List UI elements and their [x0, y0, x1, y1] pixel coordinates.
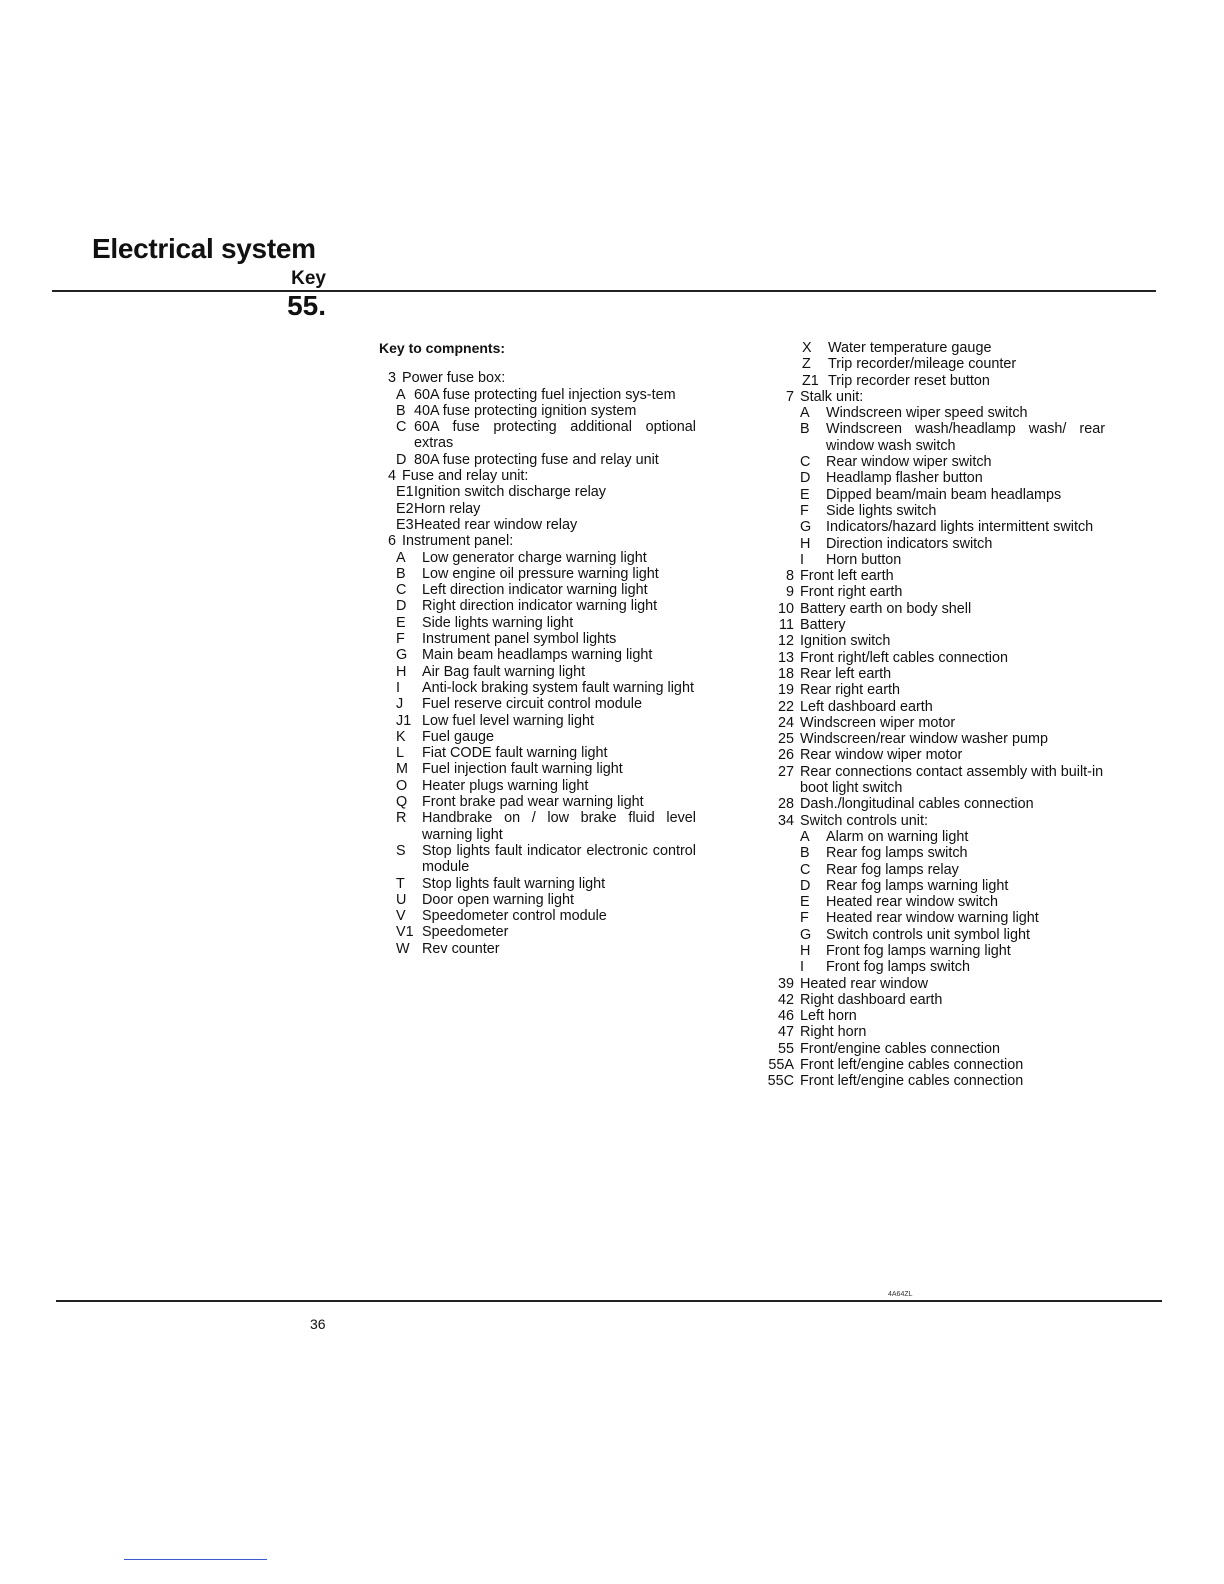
figure-number: 55. [287, 290, 326, 321]
entry-number: 55 [777, 1040, 794, 1057]
sub-entry [800, 421, 1105, 454]
entry-label: Dash./longitudinal cables connection [800, 796, 1034, 813]
sub-entry [800, 503, 1105, 519]
entry-number: 22 [777, 698, 794, 715]
entry-label: Stalk unit: [800, 388, 864, 405]
entry-number: 13 [777, 649, 794, 666]
sub-entry [800, 454, 1105, 470]
entry-number: 10 [777, 600, 794, 617]
sub-entry [396, 794, 696, 810]
sub-letter: X [802, 340, 812, 356]
key-entry [760, 747, 1105, 763]
entry-number: 6 [387, 533, 396, 550]
sub-letter: R [396, 810, 407, 827]
sub-letter: M [396, 761, 408, 778]
key-entry [376, 533, 696, 549]
sub-text: Water temperature gauge [828, 340, 992, 356]
entry-number: 55C [767, 1073, 794, 1090]
key-entry [760, 1073, 1105, 1089]
sub-letter: D [800, 470, 811, 487]
sub-entry [396, 745, 696, 761]
sub-entry [802, 373, 1105, 389]
right-content [760, 340, 1105, 1090]
sub-letter: H [800, 942, 811, 959]
key-entry [760, 1041, 1105, 1057]
entry-label: Front right earth [800, 584, 903, 601]
entry-number: 4 [387, 468, 396, 485]
sub-entry [800, 519, 1105, 535]
key-entry [760, 389, 1105, 405]
sub-text: Low engine oil pressure warning light [422, 565, 659, 582]
entry-number: 25 [777, 731, 794, 748]
sub-text: Instrument panel symbol lights [422, 631, 617, 648]
sub-entry [800, 894, 1105, 910]
sub-letter: E [800, 894, 810, 911]
sub-entry [800, 470, 1105, 486]
sub-entry [396, 892, 696, 908]
sub-letter: Q [396, 794, 408, 811]
sub-text: Rev counter [422, 940, 500, 957]
entry-label: Front left/engine cables connection [800, 1073, 1024, 1090]
sub-entry [800, 845, 1105, 861]
link-underline [124, 1559, 267, 1560]
sub-text: Ignition switch discharge relay [414, 484, 606, 501]
sub-letter: C [396, 582, 407, 599]
sub-text: Anti-lock braking system fault warning light [422, 679, 694, 696]
sub-entry [800, 862, 1105, 878]
sub-entry [800, 487, 1105, 503]
key-entry [760, 1057, 1105, 1073]
sub-letter: O [396, 777, 408, 794]
sub-letter: H [800, 535, 811, 552]
sub-letter: V1 [396, 924, 414, 941]
sub-letter: D [396, 451, 407, 468]
sub-letter: F [800, 502, 809, 519]
left-column [376, 340, 696, 957]
sub-text: Headlamp flasher button [826, 470, 983, 487]
sub-text: Main beam headlamps warning light [422, 647, 653, 664]
entry-number: 46 [777, 1008, 794, 1025]
sub-entry [396, 452, 696, 468]
key-entry [760, 1024, 1105, 1040]
sub-entry [396, 680, 696, 696]
sub-letter: B [396, 402, 406, 419]
key-entry [760, 731, 1105, 747]
sub-entry [396, 761, 696, 777]
sub-text: Side lights warning light [422, 614, 574, 631]
sub-text: Windscreen wash/headlamp wash/ rear window wash switch [826, 421, 1105, 454]
key-entry [760, 650, 1105, 666]
key-entry [760, 976, 1105, 992]
sub-letter: C [396, 419, 407, 436]
sub-entry [802, 356, 1105, 372]
sub-entry [396, 647, 696, 663]
sub-entry [802, 340, 1105, 356]
sub-letter: C [800, 861, 811, 878]
entry-label: Front left earth [800, 568, 894, 585]
sub-letter: E2 [396, 500, 414, 517]
sub-letter: E1 [396, 484, 414, 501]
sub-letter: E [800, 486, 810, 503]
sub-text: Handbrake on / low brake fluid level warning light [422, 810, 696, 843]
key-entry [760, 633, 1105, 649]
key-entry [376, 468, 696, 484]
key-entry [760, 699, 1105, 715]
right-column [760, 340, 1105, 1090]
sub-text: Speedometer control module [422, 908, 607, 925]
sub-letter: E [396, 614, 406, 631]
sub-letter: W [396, 940, 410, 957]
sub-letter: E3 [396, 516, 414, 533]
sub-text: Dipped beam/main beam headlamps [826, 486, 1062, 503]
sub-entry [800, 405, 1105, 421]
sub-letter: D [800, 877, 811, 894]
sub-entry [800, 943, 1105, 959]
sub-entry [800, 927, 1105, 943]
sub-letter: A [396, 549, 406, 566]
sub-text: 60A fuse protecting fuel injection sys-tem [414, 386, 676, 403]
sub-letter: I [396, 679, 400, 696]
entry-label: Front/engine cables connection [800, 1040, 1001, 1057]
sub-letter: B [396, 565, 406, 582]
entry-number: 8 [785, 568, 794, 585]
key-entry [760, 601, 1105, 617]
sub-entry [396, 924, 696, 940]
entry-label: Right horn [800, 1024, 867, 1041]
sub-letter: V [396, 908, 406, 925]
left-groups [376, 370, 696, 957]
sub-entry [396, 843, 696, 876]
sub-text: Heated rear window warning light [826, 910, 1039, 927]
sub-text: Fiat CODE fault warning light [422, 745, 608, 762]
sub-letter: B [800, 845, 810, 862]
sub-letter: U [396, 891, 407, 908]
entry-label: Rear window wiper motor [800, 747, 963, 764]
key-entry [760, 992, 1105, 1008]
sub-text: Windscreen wiper speed switch [826, 405, 1028, 422]
sub-entry [800, 536, 1105, 552]
bottom-rule [56, 1300, 1162, 1302]
entry-number: 26 [777, 747, 794, 764]
sub-text: Front fog lamps switch [826, 959, 970, 976]
page-number: 36 [310, 1316, 326, 1332]
sub-text: Stop lights fault indicator electronic control module [422, 842, 696, 876]
entry-number: 12 [777, 633, 794, 650]
sub-entry [396, 582, 696, 598]
sub-text: Right direction indicator warning light [422, 598, 658, 615]
section-subtitle: Key [291, 268, 326, 289]
entry-number: 11 [779, 617, 794, 634]
sub-entry [800, 829, 1105, 845]
entry-label: Switch controls unit: [800, 812, 928, 829]
entry-label: Rear left earth [800, 665, 892, 682]
sub-text: Door open warning light [422, 891, 574, 908]
sub-text: Fuel injection fault warning light [422, 761, 623, 778]
entry-label: Fuse and relay unit: [402, 468, 529, 485]
key-entry [760, 617, 1105, 633]
drawing-code: 4A64ZL [888, 1291, 913, 1298]
sub-letter: L [396, 745, 405, 762]
sub-text: Rear window wiper switch [826, 454, 992, 471]
key-entry [760, 796, 1105, 812]
entry-number: 24 [777, 714, 794, 731]
sub-letter: Z1 [802, 372, 819, 389]
sub-entry [396, 908, 696, 924]
sub-entry [396, 484, 696, 500]
sub-entry [396, 729, 696, 745]
sub-entry [396, 941, 696, 957]
sub-entry [396, 664, 696, 680]
sub-text: Rear fog lamps switch [826, 845, 968, 862]
key-entry [760, 764, 1105, 797]
sub-text: Trip recorder reset button [828, 372, 990, 389]
entry-number: 19 [777, 682, 794, 699]
sub-letter: F [396, 631, 405, 648]
sub-text: Front fog lamps warning light [826, 942, 1011, 959]
sub-entry [396, 696, 696, 712]
sub-text: Heated rear window switch [826, 894, 998, 911]
entry-number: 18 [777, 665, 794, 682]
sub-text: Speedometer [422, 924, 509, 941]
sub-text: Heated rear window relay [414, 516, 578, 533]
entry-number: 55A [768, 1057, 794, 1074]
key-entry [760, 584, 1105, 600]
sub-letter: S [396, 842, 406, 859]
sub-text: 60A fuse protecting additional optional extras [414, 419, 696, 452]
entry-number: 9 [785, 584, 794, 601]
sub-entry [800, 878, 1105, 894]
entry-number: 27 [777, 763, 794, 780]
entry-label: Left dashboard earth [800, 698, 933, 715]
sub-entry [396, 501, 696, 517]
key-entry [760, 568, 1105, 584]
sub-entry [396, 876, 696, 892]
key-heading: Key to compnents: [379, 340, 506, 356]
sub-entry [396, 615, 696, 631]
sub-text: Low generator charge warning light [422, 549, 647, 566]
sub-entry [396, 403, 696, 419]
sub-letter: D [396, 598, 407, 615]
sub-entry [396, 419, 696, 452]
sub-letter: Z [802, 356, 811, 373]
sub-letter: H [396, 663, 407, 680]
entry-label: Left horn [800, 1008, 857, 1025]
top-rule [52, 290, 1156, 292]
sub-text: Front brake pad wear warning light [422, 794, 644, 811]
entry-label: Ignition switch [800, 633, 891, 650]
sub-letter: A [800, 828, 810, 845]
page-title: Electrical system [92, 233, 316, 264]
key-entry [376, 370, 696, 386]
entry-label: Heated rear window [800, 975, 928, 992]
sub-text: Trip recorder/mileage counter [828, 356, 1017, 373]
sub-text: Left direction indicator warning light [422, 582, 648, 599]
entry-label: Windscreen wiper motor [800, 714, 956, 731]
key-entry [760, 682, 1105, 698]
sub-text: Low fuel level warning light [422, 712, 594, 729]
sub-text: Side lights switch [826, 502, 937, 519]
entry-number: 3 [387, 370, 396, 387]
entry-label: Rear right earth [800, 682, 900, 699]
sub-letter: K [396, 728, 406, 745]
sub-text: Horn relay [414, 500, 481, 517]
sub-text: 40A fuse protecting ignition system [414, 402, 637, 419]
sub-letter: I [800, 551, 804, 568]
entry-label: Rear connections contact assembly with built-in boot light switch [800, 763, 1104, 797]
sub-text: Direction indicators switch [826, 535, 993, 552]
key-entry [760, 666, 1105, 682]
sub-entry [800, 959, 1105, 975]
entry-number: 42 [777, 991, 794, 1008]
entry-label: Right dashboard earth [800, 991, 943, 1008]
sub-text: Rear fog lamps relay [826, 861, 959, 878]
sub-entry [396, 387, 696, 403]
sub-letter: A [800, 405, 810, 422]
sub-entry [800, 552, 1105, 568]
entry-label: Instrument panel: [402, 533, 514, 550]
entry-label: Windscreen/rear window washer pump [800, 731, 1048, 748]
entry-number: 39 [777, 975, 794, 992]
sub-letter: J1 [396, 712, 412, 729]
sub-letter: T [396, 875, 405, 892]
key-entry [760, 1008, 1105, 1024]
sub-text: Rear fog lamps warning light [826, 877, 1009, 894]
sub-letter: G [396, 647, 408, 664]
sub-letter: G [800, 519, 812, 536]
sub-text: Air Bag fault warning light [422, 663, 586, 680]
sub-entry [396, 778, 696, 794]
sub-text: Fuel reserve circuit control module [422, 696, 642, 713]
sub-letter: B [800, 421, 810, 438]
sub-entry [396, 810, 696, 843]
entry-number: 47 [777, 1024, 794, 1041]
entry-label: Front left/engine cables connection [800, 1057, 1024, 1074]
sub-letter: F [800, 910, 809, 927]
sub-text: Switch controls unit symbol light [826, 926, 1030, 943]
sub-entry [396, 517, 696, 533]
sub-text: Heater plugs warning light [422, 777, 589, 794]
sub-letter: J [396, 696, 404, 713]
entry-label: Battery [800, 617, 846, 634]
sub-entry [396, 631, 696, 647]
sub-entry [800, 910, 1105, 926]
sub-text: Indicators/hazard lights intermittent switch [826, 519, 1094, 536]
entry-label: Battery earth on body shell [800, 600, 972, 617]
sub-text: Horn button [826, 551, 902, 568]
key-entry [760, 813, 1105, 829]
entry-label: Front right/left cables connection [800, 649, 1008, 666]
sub-text: Fuel gauge [422, 728, 495, 745]
sub-text: Alarm on warning light [826, 828, 969, 845]
sub-entry [396, 550, 696, 566]
entry-number: 28 [777, 796, 794, 813]
sub-text: Stop lights fault warning light [422, 875, 606, 892]
sub-letter: A [396, 386, 406, 403]
entry-number: 7 [785, 388, 794, 405]
sub-entry [396, 713, 696, 729]
sub-letter: C [800, 454, 811, 471]
sub-text: 80A fuse protecting fuse and relay unit [414, 451, 659, 468]
entry-label: Power fuse box: [402, 370, 506, 387]
sub-entry [396, 566, 696, 582]
sub-letter: G [800, 926, 812, 943]
sub-entry [396, 598, 696, 614]
sub-letter: I [800, 959, 804, 976]
entry-number: 34 [777, 812, 794, 829]
key-entry [760, 715, 1105, 731]
